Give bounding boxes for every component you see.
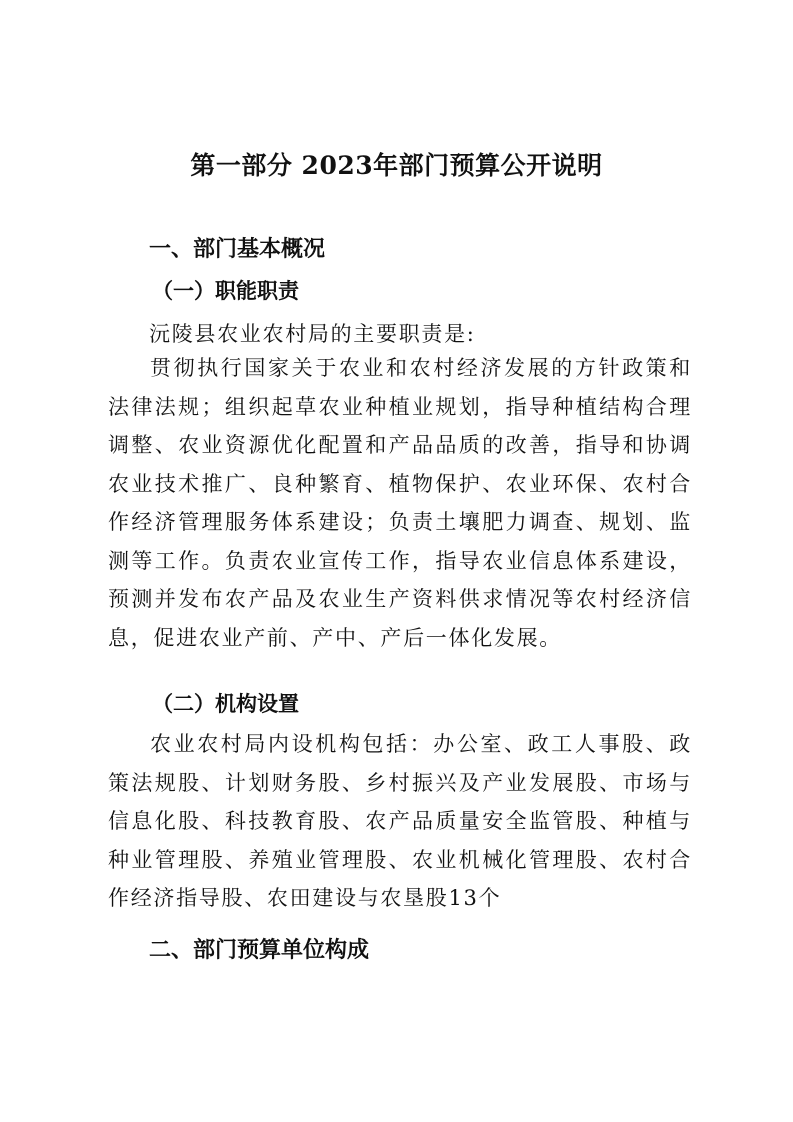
section-heading-basic-overview: 一、部门基本概况 — [149, 236, 326, 262]
duties-intro-line: 沅陵县农业农村局的主要职责是: — [149, 322, 476, 346]
duties-paragraph: 贯彻执行国家关于农业和农村经济发展的方针政策和法律法规；组织起草农业种植业规划，指导种植结构合理调整、农业资源优化配置和产品品质的改善，指导和协调农业技术推广、良种繁育、植物保护、农业环保、农村合作经济管理服务体系建设；负责土壤肥力调查、规划、监测等工作。负责农业宣传工作，指导农业信息体系建设，预测并发布农产品及农业生产资料供求情况等农村经济信息，促进农业产前、产中、产后一体化发展。 — [108, 356, 692, 650]
document-title: 第一部分 2023年部门预算公开说明 — [190, 151, 603, 180]
organization-paragraph: 农业农村局内设机构包括：办公室、政工人事股、政策法规股、计划财务股、乡村振兴及产业发展股、市场与信息化股、科技教育股、农产品质量安全监管股、种植与种业管理股、养殖业管理股、农业机械化管理股、农村合作经济指导股、农田建设与农垦股13个 — [108, 732, 692, 910]
subsection-heading-organization: （二）机构设置 — [152, 691, 299, 716]
subsection-heading-duties: （一）职能职责 — [152, 278, 299, 303]
section-heading-budget-units: 二、部门预算单位构成 — [149, 937, 370, 963]
